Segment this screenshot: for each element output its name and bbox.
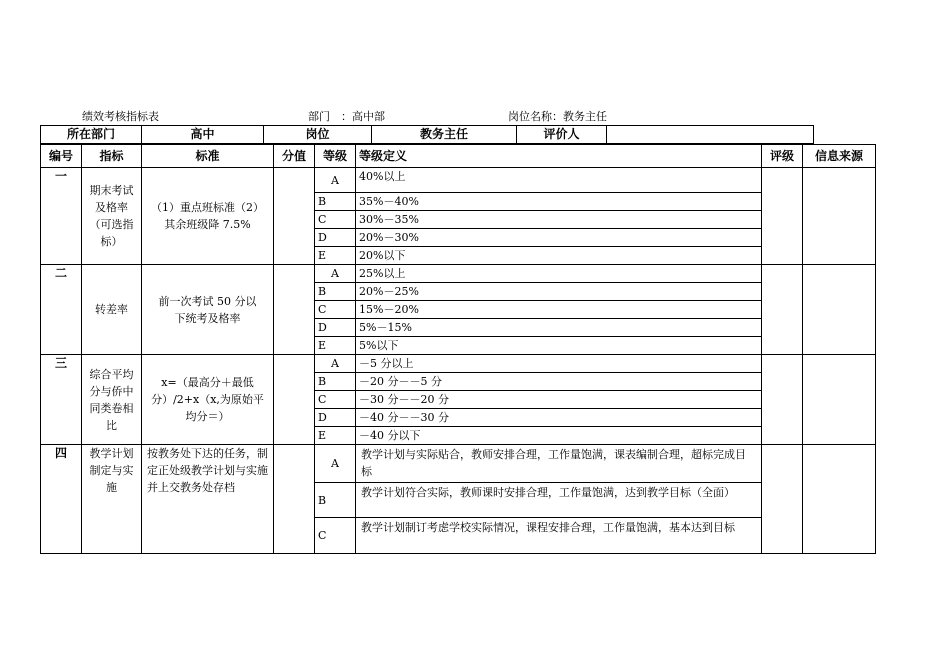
grade: C (315, 391, 356, 409)
item-indicator: 教学计划制定与实施 (82, 445, 142, 554)
grade: E (315, 247, 356, 265)
grade: B (315, 373, 356, 391)
item-source[interactable] (803, 265, 876, 355)
item-no: 四 (41, 445, 82, 554)
col-score: 分值 (274, 145, 315, 168)
grade-def: 25%以上 (356, 265, 762, 283)
item-rating[interactable] (762, 265, 803, 355)
grade: C (315, 301, 356, 319)
grade-def: －40 分－－30 分 (356, 409, 762, 427)
grade: C (315, 518, 356, 554)
info-table (40, 125, 814, 144)
col-source: 信息来源 (803, 145, 876, 168)
table-row (41, 265, 876, 283)
col-no: 编号 (41, 145, 82, 168)
indicator-table (40, 144, 876, 554)
grade-def: －20 分－－5 分 (356, 373, 762, 391)
table-row (41, 445, 876, 483)
item-standard: （1）重点班标准（2）其余班级降 7.5% (142, 168, 274, 265)
item-no: 一 (41, 168, 82, 265)
post-value: 教务主任 (372, 126, 517, 144)
grade-def: 20%－30% (356, 229, 762, 247)
item-source[interactable] (803, 445, 876, 554)
item-standard: 按教务处下达的任务，制定正处级教学计划与实施并上交教务处存档 (142, 445, 274, 554)
grade: B (315, 283, 356, 301)
grade-def: 5%－15% (356, 319, 762, 337)
header-row (41, 145, 876, 168)
grade: E (315, 337, 356, 355)
item-indicator: 期末考试及格率（可选指标） (82, 168, 142, 265)
grade-def: 35%－40% (356, 193, 762, 211)
item-source[interactable] (803, 168, 876, 265)
evaluator-value[interactable] (607, 126, 814, 144)
item-indicator: 转差率 (82, 265, 142, 355)
grade: E (315, 427, 356, 445)
grade: A (315, 168, 356, 193)
item-score[interactable] (274, 355, 315, 445)
item-standard: 前一次考试 50 分以下统考及格率 (142, 265, 274, 355)
col-standard: 标准 (142, 145, 274, 168)
grade-def: 30%－35% (356, 211, 762, 229)
grade: B (315, 193, 356, 211)
grade: A (315, 265, 356, 283)
grade-def: 40%以上 (356, 168, 762, 193)
form-title: 绩效考核指标表 (82, 110, 159, 123)
grade: A (315, 445, 356, 483)
item-rating[interactable] (762, 445, 803, 554)
item-rating[interactable] (762, 168, 803, 265)
grade: D (315, 319, 356, 337)
item-rating[interactable] (762, 355, 803, 445)
grade: D (315, 409, 356, 427)
department-label: 部门 ：高中部 (308, 110, 385, 123)
grade-def: 教学计划与实际贴合，教师安排合理，工作量饱满，课表编制合理，超标完成目标 (356, 445, 762, 483)
grade: C (315, 211, 356, 229)
item-score[interactable] (274, 168, 315, 265)
evaluator-key: 评价人 (517, 126, 607, 144)
col-grade: 等级 (315, 145, 356, 168)
table-row (41, 168, 876, 193)
dept-value: 高中 (142, 126, 264, 144)
dept-key: 所在部门 (41, 126, 142, 144)
grade-def: －40 分以下 (356, 427, 762, 445)
col-grade-def: 等级定义 (356, 145, 762, 168)
post-key: 岗位 (264, 126, 372, 144)
table-row (41, 355, 876, 373)
item-score[interactable] (274, 445, 315, 554)
grade: B (315, 483, 356, 518)
grade-def: －30 分－－20 分 (356, 391, 762, 409)
item-standard: x=（最高分＋最低分）/2+x（x,为原始平均分＝） (142, 355, 274, 445)
position-label: 岗位名称：教务主任 (508, 110, 607, 123)
grade-def: －5 分以上 (356, 355, 762, 373)
item-indicator: 综合平均分与侨中同类卷相比 (82, 355, 142, 445)
item-no: 三 (41, 355, 82, 445)
col-rating: 评级 (762, 145, 803, 168)
grade-def: 20%－25% (356, 283, 762, 301)
grade: A (315, 355, 356, 373)
grade-def: 教学计划符合实际，教师课时安排合理，工作量饱满，达到教学目标（全面） (356, 483, 762, 518)
col-indicator: 指标 (82, 145, 142, 168)
grade-def: 5%以下 (356, 337, 762, 355)
grade-def: 15%－20% (356, 301, 762, 319)
item-no: 二 (41, 265, 82, 355)
grade-def: 20%以下 (356, 247, 762, 265)
grade-def: 教学计划制订考虑学校实际情况，课程安排合理，工作量饱满，基本达到目标 (356, 518, 762, 554)
grade: D (315, 229, 356, 247)
item-score[interactable] (274, 265, 315, 355)
item-source[interactable] (803, 355, 876, 445)
